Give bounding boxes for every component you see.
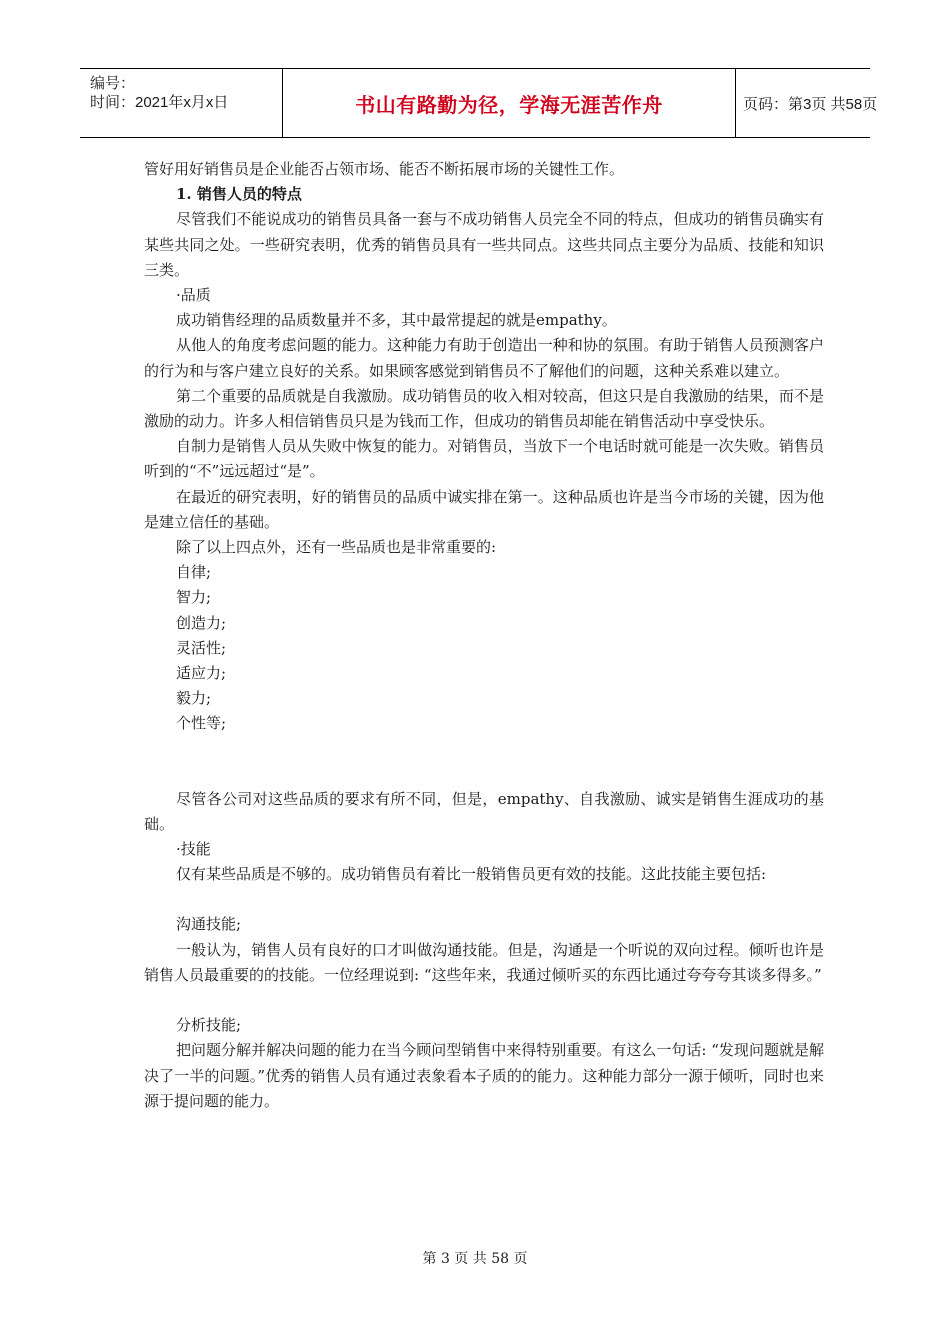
document-body <box>144 157 824 1114</box>
paragraph: 第二个重要的品质就是自我激励。成功销售员的收入相对较高，但这只是自我激励的结果，而不是激励的动力。许多人相信销售员只是为钱而工作，但成功的销售员却能在销售活动中享受快乐。 <box>144 386 824 431</box>
paragraph: 成功销售经理的品质数量并不多，其中最常提起的就是empathy。 <box>176 311 617 330</box>
number-label: 编号： <box>90 75 136 92</box>
paragraph: 从他人的角度考虑问题的能力。这种能力有助于创造出一种和协的氛围。有助于销售人员预测客户的行为和与客户建立良好的关系。如果顾客感觉到销售员不了解他们的问题，这种关系难以建立。 <box>144 336 824 380</box>
paragraph: 除了以上四点外，还有一些品质也是非常重要的: <box>176 538 497 557</box>
list-item: 毅力; <box>176 689 212 708</box>
header-motto: 书山有路勤为径，学海无涯苦作舟 <box>355 94 663 117</box>
list-item: 个性等; <box>176 714 227 733</box>
skill-heading-communication: 沟通技能; <box>176 915 242 934</box>
paragraph: 把问题分解并解决问题的能力在当今顾问型销售中来得特别重要。有这么一句话: “发现问题就是解决了一半的问题。”优秀的销售人员有通过表象看本子质的的能力。这种能力部分一源于倾听，同时也来源于提问题的能力。 <box>144 1041 824 1110</box>
header-motto-cell <box>282 69 736 137</box>
paragraph: 管好用好销售员是企业能否占领市场、能否不断拓展市场的关键性工作。 <box>144 160 625 178</box>
list-item: 适应力; <box>176 664 227 683</box>
header-page-label: 页码：第3页 共58页 <box>743 95 878 113</box>
paragraph: 尽管我们不能说成功的销售员具备一套与不成功销售人员完全不同的特点，但成功的销售员确实有某些共同之处。一些研究表明，优秀的销售员具有一些共同点。这些共同点主要分为品质、技能和知识三类。 <box>144 210 824 279</box>
spacer <box>144 887 824 912</box>
paragraph: 一般认为，销售人员有良好的口才叫做沟通技能。但是，沟通是一个听说的双向过程。倾听也许是销售人员最重要的的技能。一位经理说到: “这些年来，我通过倾听买的东西比通过夸夸夸其谈多得多。” <box>144 940 824 984</box>
page-footer: 第 3 页 共 58 页 <box>422 1251 528 1267</box>
paragraph: 仅有某些品质是不够的。成功销售员有着比一般销售员更有效的技能。这此技能主要包括: <box>176 865 767 884</box>
list-item: 灵活性; <box>176 638 227 657</box>
paragraph: 尽管各公司对这些品质的要求有所不同，但是，empathy、自我激励、诚实是销售生涯成功的基础。 <box>144 789 824 833</box>
bullet-heading-skills: ·技能 <box>176 840 211 859</box>
section-heading: 1. 销售人员的特点 <box>176 185 302 204</box>
paragraph: 自制力是销售人员从失败中恢复的能力。对销售员，当放下一个电话时就可能是一次失败。销售员听到的“不”远远超过“是”。 <box>144 437 824 481</box>
skill-heading-analysis: 分析技能; <box>176 1016 242 1035</box>
paragraph: 在最近的研究表明，好的销售员的品质中诚实排在第一。这种品质也许是当今市场的关键，因为他是建立信任的基础。 <box>144 487 824 531</box>
bullet-heading-quality: ·品质 <box>176 286 211 305</box>
time-label: 时间：2021年x月x日 <box>90 94 229 111</box>
page-header <box>80 68 878 138</box>
list-item: 智力; <box>176 588 212 607</box>
spacer <box>144 988 824 1013</box>
header-meta <box>80 69 282 137</box>
list-item: 创造力; <box>176 613 227 632</box>
list-item: 自律; <box>176 563 212 582</box>
spacer <box>144 737 824 787</box>
